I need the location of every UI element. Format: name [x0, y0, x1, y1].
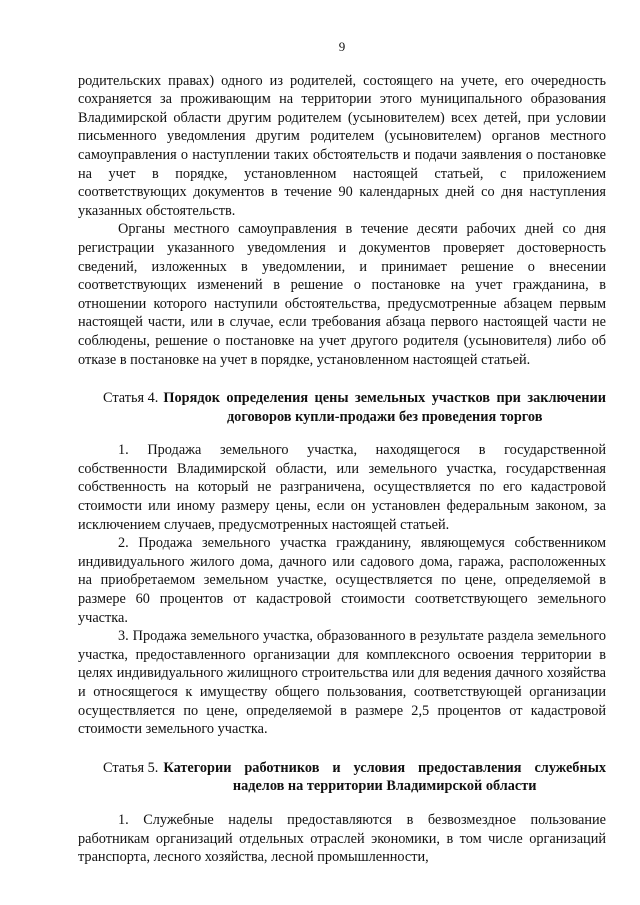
article-4-number: Статья 4. — [103, 390, 159, 407]
article-5-heading — [78, 759, 606, 796]
article-5-title: Категории работников и условия предоставления служебных наделов на территории Владимирской области — [163, 759, 606, 795]
page-number: 9 — [338, 39, 346, 54]
paragraph-local-authorities: Органы местного самоуправления в течение десяти рабочих дней со дня регистрации указанного уведомления и документов проверяет достоверность сведений, изложенных в уведомлении, и принимает решение о внесении соответствующих изменений в решение о постановке на учет гражданина, в отношении которого наступили обстоятельства, предусмотренные абзацем первым настоящей части, или в случае, если требования абзаца первого настоящей части не соблюдены, решение о постановке на учет другого родителя (усыновителя) либо об отказе в постановке на учет в порядке, установленном настоящей статьей. — [78, 221, 606, 368]
article-4-part-1: 1. Продажа земельного участка, находящегося в государственной собственности Владимирской области, или земельного участка, государственная собственность на который не разграничена, осуществляется по его кадастровой стоимости или иному размеру цены, если он установлен федеральным законом, за исключением случаев, предусмотренных настоящей статьей. — [78, 442, 606, 533]
article-5-part-1: 1. Служебные наделы предоставляются в безвозмездное пользование работникам организаций отдельных отраслей экономики, в том числе организаций транспорта, лесного хозяйства, лесной промышленности, — [78, 811, 606, 866]
article-4-title: Порядок определения цены земельных участков при заключении договоров купли-продажи без проведения торгов — [163, 390, 606, 425]
article-4-part-3: 3. Продажа земельного участка, образованного в результате раздела земельного участка, предоставленного организации для комплексного освоения территории в целях индивидуального жилищного строительства или для ведения дачного хозяйства и относящегося к имуществу общего пользования, соответствующей организации осуществляется по цене, определяемой в размере 2,5 процентов от кадастровой стоимости земельного участка. — [78, 628, 606, 738]
article-4-part-2: 2. Продажа земельного участка гражданину, являющемуся собственником индивидуального жилого дома, дачного или садового дома, гаража, расположенных на приобретаемом земельном участке, осуществляется по цене, определяемой в размере 60 процентов от кадастровой стоимости соответствующего земельного участка. — [78, 535, 606, 626]
paragraph-continuation: родительских правах) одного из родителей, состоящего на учете, его очередность сохраняется за проживающим на территории этого муниципального образования Владимирской области другим родителем (усыновителем) всех детей, при условии письменного уведомления другим родителем (усыновителем) органов местного самоуправления о наступлении таких обстоятельств и подачи заявления о постановке на учет в порядке, установленном настоящей статьей, с приложением соответствующих документов в течение 90 календарных дней со дня наступления указанных обстоятельств. — [78, 72, 606, 219]
article-4-heading — [78, 389, 606, 426]
article-5-number: Статья 5. — [103, 759, 159, 776]
